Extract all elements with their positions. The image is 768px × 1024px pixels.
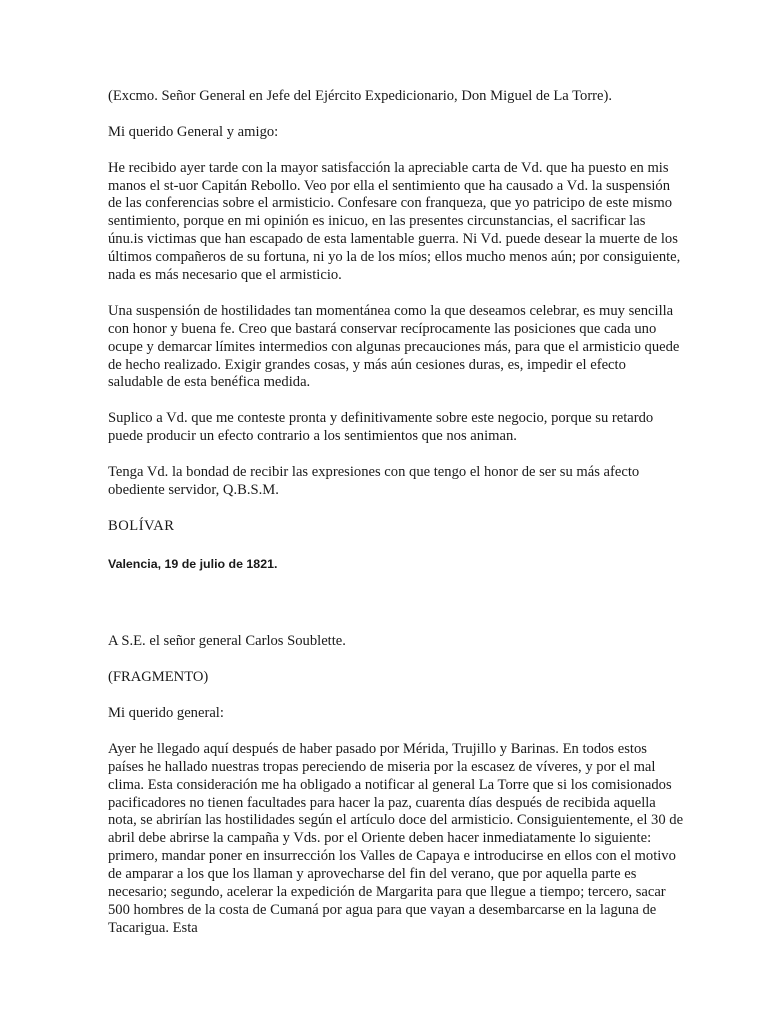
letter1-paragraph-1: He recibido ayer tarde con la mayor satisfacción la apreciable carta de Vd. que ha puesto en mis manos el st-uor Capitán Rebollo. Veo por ella el sentimiento que ha causado a Vd. la suspensión de las conferencias sobre el armisticio. Confesare con franqueza, que yo patricipo de este mismo sentimiento, porque en mi opinión es inicuo, en las presentes circunstancias, el sacrificar las únu.is victimas que han escapado de esta lamentable guerra. Ni Vd. puede desear la muerte de los últimos compañeros de su fortuna, ni yo la de los míos; ellos mucho menos aún; por consiguiente, nada es más necesario que el armisticio. xyxy=(108,159,681,284)
letter1-paragraph-4: Tenga Vd. la bondad de recibir las expresiones con que tengo el honor de ser su más afecto obediente servidor, Q.B.S.M. xyxy=(108,463,640,498)
letter1-paragraph-3: Suplico a Vd. que me conteste pronta y definitivamente sobre este negocio, porque su retardo puede producir un efecto contrario a los sentimientos que nos animan. xyxy=(108,410,654,445)
letter1-salutation: Mi querido General y amigo: xyxy=(108,123,279,140)
section-gap xyxy=(108,573,684,633)
letter1-signature: BOLÍVAR xyxy=(108,517,175,534)
letter1-date: Valencia, 19 de julio de 1821. xyxy=(108,556,278,571)
letter2-note: (FRAGMENTO) xyxy=(108,669,209,686)
letter1-paragraph-2: Una suspensión de hostilidades tan momentánea como la que deseamos celebrar, es muy sencilla con honor y buena fe. Creo que bastará conservar recíprocamente las posiciones que cada uno ocupe y demarcar límites intermedios con algunas precauciones más, para que el armisticio quede de hecho realizado. Exigir grandes cosas, y más aún cesiones duras, es, impedir el efecto saludable de esta benéfica medida. xyxy=(108,302,680,391)
letter2-paragraph-1: Ayer he llegado aquí después de haber pasado por Mérida, Trujillo y Barinas. En todos estos países he hallado nuestras tropas pereciendo de miseria por la escasez de víveres, y por el mal clima. Esta consideración me ha obligado a notificar al general La Torre que si los comisionados pacificadores no tienen facultades para hacer la paz, cuarenta días después de recibida aquella nota, se abrirían las hostilidades según el artículo doce del armisticio. Consiguientemente, el 30 de abril debe abrirse la campaña y Vds. por el Oriente deben hacer inmediatamente lo siguiente: primero, mandar poner en insurrección los Valles de Capaya e introducirse en ellos con el motivo de amparar a los que los llaman y aprovecharse del fin del verano, que por aquella parte es necesario; segundo, acelerar la expedición de Margarita para que llegue a tiempo; tercero, sacar 500 hombres de la costa de Cumaná por agua para que vayan a desembarcarse en la laguna de Tacarigua. Esta xyxy=(108,740,684,936)
letter1-addressee: (Excmo. Señor General en Jefe del Ejército Expedicionario, Don Miguel de La Torre). xyxy=(108,88,613,104)
letter2-salutation: Mi querido general: xyxy=(108,705,224,722)
letter2-addressee: A S.E. el señor general Carlos Soublette. xyxy=(108,633,346,650)
document-page xyxy=(108,88,684,938)
